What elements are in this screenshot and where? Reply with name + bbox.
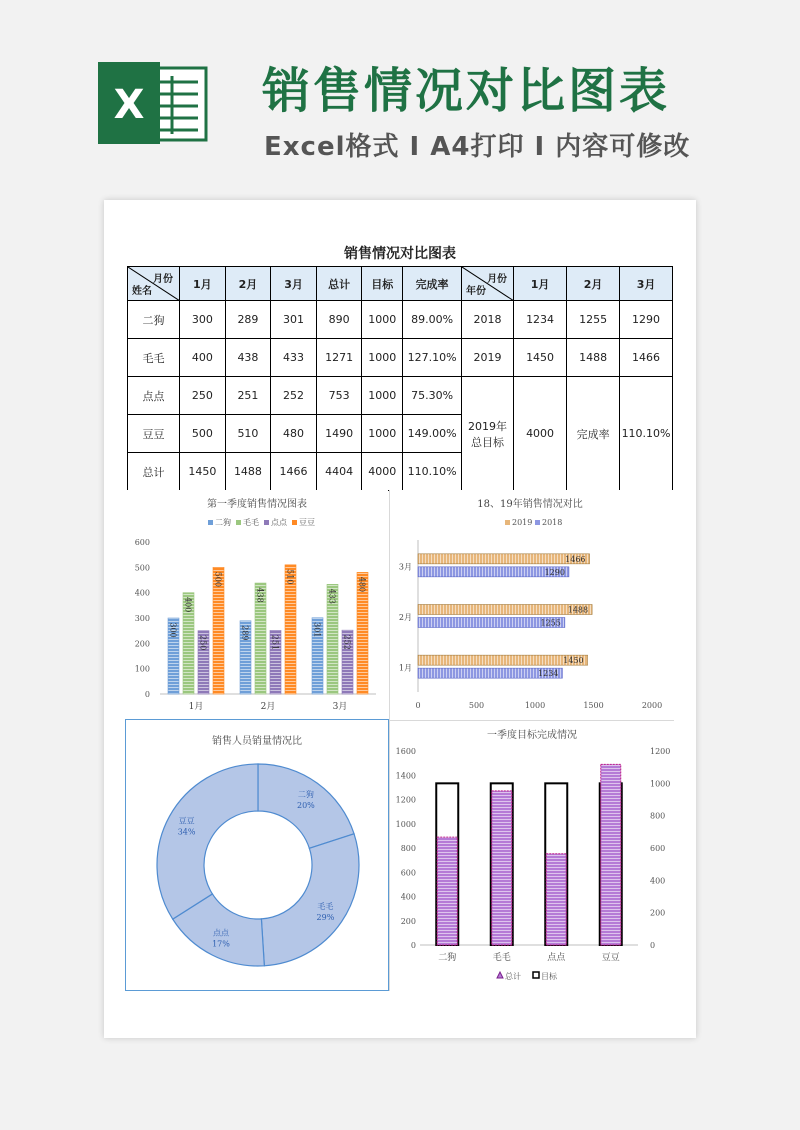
corner-bottom-label: 年份 (466, 286, 486, 297)
value-cell: 251 (225, 377, 271, 415)
year-compare-chart (390, 490, 674, 720)
year-cell: 2019 (462, 339, 514, 377)
slice-value: 20% (297, 801, 315, 811)
y-tick-label: 1200 (395, 795, 416, 805)
value-cell: 1000 (362, 301, 403, 339)
target-label-line2: 总目标 (471, 435, 505, 449)
excel-icon (98, 62, 210, 144)
legend-swatch (292, 520, 297, 525)
y-tick-label: 3月 (398, 562, 412, 572)
value-cell: 480 (271, 415, 317, 453)
y2-tick-label: 1000 (650, 779, 671, 789)
y-tick-label: 100 (134, 664, 150, 674)
slice-value: 29% (316, 912, 335, 922)
name-cell: 毛毛 (128, 339, 180, 377)
target-label-cell (462, 377, 514, 491)
x-tick-label: 点点 (547, 953, 566, 963)
legend-swatch (533, 972, 539, 978)
sales-share-chart (126, 720, 388, 990)
y2-tick-label: 200 (650, 908, 666, 918)
y2-tick-label: 1200 (650, 747, 671, 756)
name-cell: 豆豆 (128, 415, 180, 453)
x-tick-label: 3月 (332, 702, 348, 712)
column-header: 3月 (271, 267, 317, 301)
legend-swatch (535, 520, 540, 525)
banner-subtitle: Excel格式 Ⅰ A4打印 Ⅰ 内容可修改 (264, 132, 691, 162)
y2-tick-label: 600 (650, 844, 666, 853)
x-tick-label: 1月 (188, 702, 204, 712)
legend-label: 总计 (505, 972, 521, 981)
y-tick-label: 800 (400, 844, 416, 853)
slice-label: 点点 (212, 928, 229, 938)
y-tick-label: 300 (134, 614, 150, 623)
value-cell: 1255 (567, 301, 620, 339)
year-cell: 2018 (462, 301, 514, 339)
value-cell: 300 (180, 301, 226, 339)
target-label-line1: 2019年 (468, 419, 508, 433)
y-tick-label: 2月 (398, 613, 412, 622)
x-tick-label: 0 (415, 701, 421, 710)
value-cell: 1000 (362, 415, 403, 453)
value-cell: 252 (271, 377, 317, 415)
value-cell: 1490 (316, 415, 362, 453)
value-cell: 1488 (225, 453, 271, 491)
chart-panel-monthly-sales (126, 490, 388, 720)
table-row (128, 415, 462, 453)
data-label: 300 (168, 622, 178, 638)
column-header: 总计 (316, 267, 362, 301)
value-cell: 433 (271, 339, 317, 377)
table-row (128, 301, 462, 339)
column-header: 目标 (362, 267, 403, 301)
column-header: 1月 (514, 267, 567, 301)
y-tick-label: 200 (400, 916, 416, 926)
table-row (128, 453, 462, 491)
value-cell: 289 (225, 301, 271, 339)
corner-bottom-label: 姓名 (132, 286, 152, 297)
data-label: 250 (198, 635, 208, 651)
value-cell: 1000 (362, 339, 403, 377)
x-tick-label: 1500 (583, 701, 604, 710)
name-cell: 二狗 (128, 301, 180, 339)
table-row (128, 339, 462, 377)
legend-swatch (497, 972, 503, 978)
data-label: 1234 (538, 669, 559, 679)
chart-title: 18、19年销售情况对比 (477, 499, 583, 510)
x-tick-label: 毛毛 (492, 953, 511, 963)
banner (0, 0, 800, 195)
target-completion-chart (390, 721, 674, 991)
corner-top-label: 月份 (487, 274, 508, 285)
y-tick-label: 600 (400, 868, 416, 878)
value-cell: 250 (180, 377, 226, 415)
value-cell: 1450 (514, 339, 567, 377)
legend-label: 豆豆 (299, 518, 315, 527)
chart-panel-sales-share (126, 720, 388, 990)
legend-label: 点点 (271, 518, 287, 527)
value-cell: 127.10% (403, 339, 462, 377)
legend-swatch (505, 520, 510, 525)
x-tick-label: 500 (468, 701, 485, 710)
name-cell: 点点 (128, 377, 180, 415)
value-cell: 438 (225, 339, 271, 377)
chart-panel-year-compare (389, 490, 674, 720)
chart-title: 第一季度销售情况图表 (207, 499, 307, 510)
corner-top-label: 月份 (153, 274, 174, 285)
data-label: 252 (342, 634, 352, 650)
value-cell: 890 (316, 301, 362, 339)
total-bar (601, 764, 621, 945)
y-tick-label: 500 (134, 563, 150, 573)
legend-swatch (208, 520, 213, 525)
value-cell: 1234 (514, 301, 567, 339)
table-row (462, 339, 673, 377)
banner-title: 销售情况对比图表 (262, 63, 671, 119)
chart-title: 销售人员销量情况比 (212, 736, 302, 747)
value-cell: 75.30% (403, 377, 462, 415)
slice-label: 毛毛 (317, 901, 334, 911)
value-cell: 301 (271, 301, 317, 339)
table-row (462, 377, 673, 491)
y2-tick-label: 800 (650, 811, 666, 821)
column-header: 3月 (620, 267, 673, 301)
donut-slice (261, 834, 359, 966)
data-label: 480 (357, 576, 367, 593)
value-cell: 1000 (362, 377, 403, 415)
slice-label: 二狗 (297, 790, 314, 800)
data-label: 289 (240, 625, 250, 641)
rate-value-cell: 110.10% (620, 377, 673, 491)
y2-tick-label: 400 (650, 876, 666, 886)
total-bar (546, 854, 566, 945)
legend-label: 二狗 (215, 518, 231, 527)
slice-value: 17% (212, 939, 230, 949)
data-label: 1488 (567, 605, 589, 615)
legend-label: 毛毛 (243, 518, 259, 527)
value-cell: 89.00% (403, 301, 462, 339)
chart-title: 一季度目标完成情况 (487, 730, 577, 741)
bar (418, 554, 590, 564)
year-compare-table (461, 266, 673, 491)
sales-table (127, 266, 462, 491)
monthly-sales-chart (126, 490, 388, 720)
data-label: 1466 (565, 554, 586, 564)
bar (418, 655, 588, 665)
corner-header (128, 267, 180, 301)
rate-label-cell: 完成率 (567, 377, 620, 491)
total-bar (492, 791, 512, 945)
data-label: 510 (285, 569, 295, 585)
chart-panel-target-completion (389, 720, 674, 991)
donut-slice (157, 764, 258, 919)
total-bar (437, 837, 457, 945)
y-tick-label: 1月 (398, 663, 412, 673)
y-tick-label: 0 (410, 941, 416, 950)
data-label: 1450 (563, 656, 584, 666)
y-tick-label: 600 (134, 538, 150, 547)
data-label: 1290 (544, 567, 565, 577)
value-cell: 500 (180, 415, 226, 453)
y2-tick-label: 0 (650, 941, 656, 950)
data-label: 500 (213, 571, 223, 587)
value-cell: 1466 (620, 339, 673, 377)
y-tick-label: 0 (144, 690, 150, 699)
target-value-cell: 4000 (514, 377, 567, 491)
x-tick-label: 2000 (641, 701, 663, 710)
svg-text:X: X (113, 82, 145, 128)
y-tick-label: 400 (134, 588, 150, 598)
data-label: 301 (312, 622, 322, 638)
data-label: 1255 (540, 618, 561, 628)
column-header: 完成率 (403, 267, 462, 301)
data-label: 400 (183, 597, 193, 613)
x-tick-label: 二狗 (438, 953, 457, 963)
data-label: 433 (327, 588, 337, 604)
value-cell: 110.10% (403, 453, 462, 491)
x-tick-label: 2月 (260, 702, 276, 712)
y-tick-label: 200 (134, 639, 150, 649)
value-cell: 1450 (180, 453, 226, 491)
table-row (462, 301, 673, 339)
value-cell: 1271 (316, 339, 362, 377)
data-label: 438 (255, 587, 265, 603)
y-tick-label: 400 (400, 892, 416, 902)
bar (418, 605, 592, 615)
table-row (128, 377, 462, 415)
column-header: 2月 (567, 267, 620, 301)
legend-swatch (236, 520, 241, 525)
y-tick-label: 1600 (395, 747, 416, 756)
legend-label: 目标 (541, 972, 557, 981)
value-cell: 149.00% (403, 415, 462, 453)
value-cell: 1466 (271, 453, 317, 491)
value-cell: 400 (180, 339, 226, 377)
value-cell: 4000 (362, 453, 403, 491)
corner-header (462, 267, 514, 301)
column-header: 2月 (225, 267, 271, 301)
value-cell: 753 (316, 377, 362, 415)
legend-label: 2018 (542, 518, 563, 527)
y-tick-label: 1000 (395, 819, 416, 829)
value-cell: 4404 (316, 453, 362, 491)
value-cell: 1290 (620, 301, 673, 339)
slice-label: 豆豆 (178, 816, 195, 826)
sheet-title: 销售情况对比图表 (344, 246, 456, 262)
y-tick-label: 1400 (395, 771, 416, 781)
legend-label: 2019 (512, 518, 533, 527)
x-tick-label: 1000 (524, 701, 546, 710)
data-label: 251 (270, 634, 280, 651)
x-tick-label: 豆豆 (601, 953, 620, 963)
name-cell: 总计 (128, 453, 180, 491)
slice-value: 34% (177, 827, 196, 837)
value-cell: 510 (225, 415, 271, 453)
column-header: 1月 (180, 267, 226, 301)
legend-swatch (264, 520, 269, 525)
value-cell: 1488 (567, 339, 620, 377)
